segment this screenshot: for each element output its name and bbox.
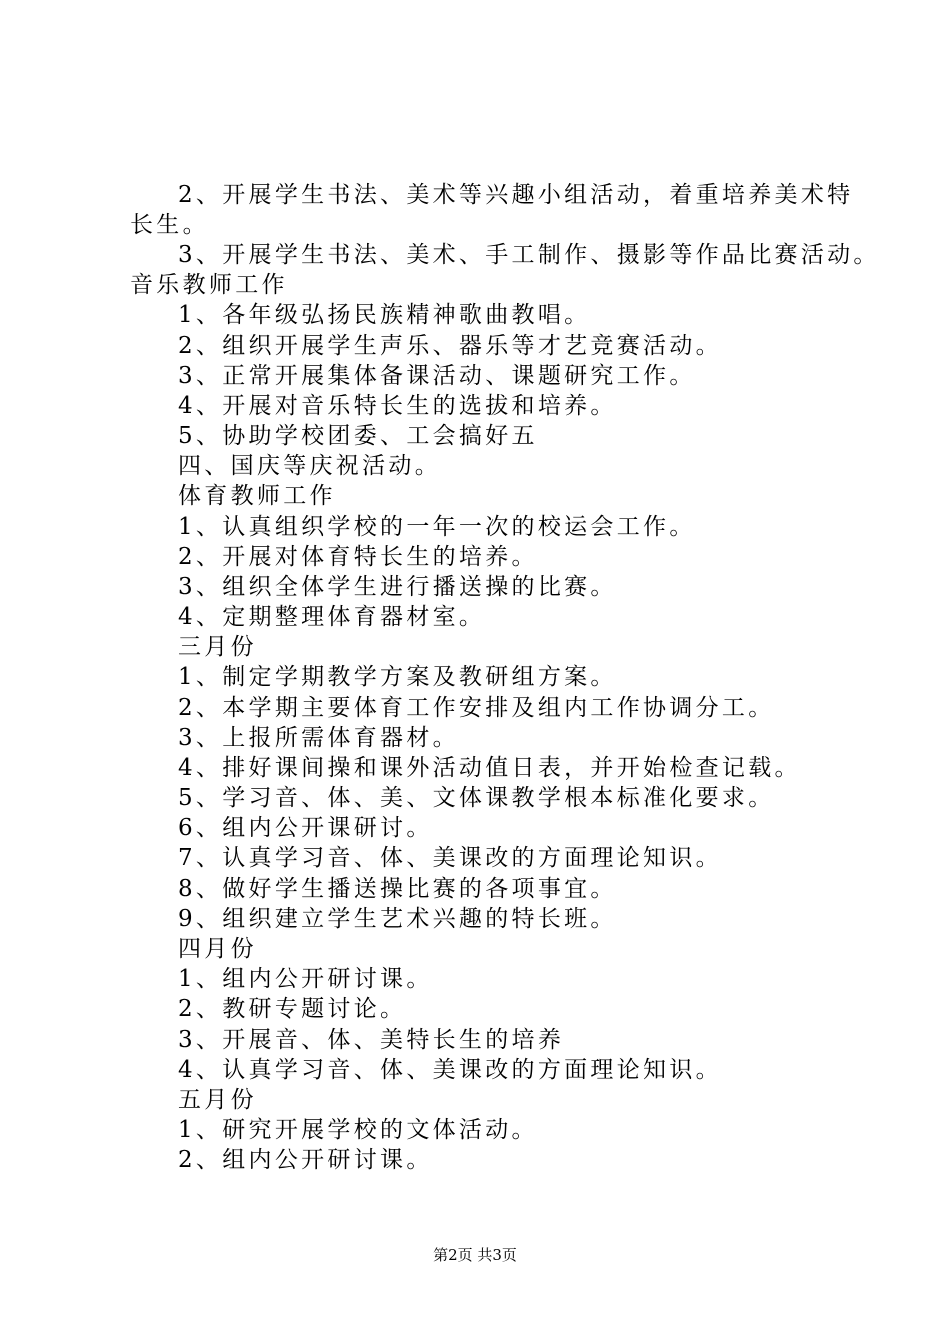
text-line: 2、组织开展学生声乐、器乐等才艺竞赛活动。 [178,333,722,359]
section-heading: 体育教师工作 [178,483,336,509]
text-line: 5、协助学校团委、工会搞好五 [178,423,538,449]
text-line: 6、组内公开课研讨。 [178,815,433,841]
text-line: 1、研究开展学校的文体活动。 [178,1117,538,1143]
text-line: 4、排好课间操和课外活动值日表，并开始检查记载。 [178,755,801,781]
text-line: 2、开展对体育特长生的培养。 [178,544,538,570]
text-line: 四、国庆等庆祝活动。 [178,453,441,479]
section-heading: 五月份 [178,1087,257,1113]
text-line: 3、正常开展集体备课活动、课题研究工作。 [178,363,696,389]
text-line: 4、认真学习音、体、美课改的方面理论知识。 [178,1057,722,1083]
text-line: 3、组织全体学生进行播送操的比赛。 [178,574,617,600]
text-line: 1、组内公开研讨课。 [178,966,433,992]
text-line: 3、开展音、体、美特长生的培养 [178,1027,565,1053]
text-line: 2、开展学生书法、美术等兴趣小组活动，着重培养美术特 [178,182,854,208]
text-line: 3、上报所需体育器材。 [178,725,459,751]
section-heading: 四月份 [178,936,257,962]
text-line: 1、制定学期教学方案及教研组方案。 [178,664,617,690]
page-footer: 第2页 共3页 [433,1246,517,1264]
section-heading: 三月份 [178,634,257,660]
text-line: 2、教研专题讨论。 [178,996,407,1022]
text-line: 4、定期整理体育器材室。 [178,604,486,630]
text-line: 3、开展学生书法、美术、手工制作、摄影等作品比赛活动。 [178,242,880,268]
text-line: 5、学习音、体、美、文体课教学根本标准化要求。 [178,785,775,811]
text-line: 长生。 [130,212,209,238]
text-line: 1、各年级弘扬民族精神歌曲教唱。 [178,302,591,328]
text-line: 8、做好学生播送操比赛的各项事宜。 [178,876,617,902]
text-line: 2、组内公开研讨课。 [178,1147,433,1173]
text-line: 9、组织建立学生艺术兴趣的特长班。 [178,906,617,932]
text-line: 4、开展对音乐特长生的选拔和培养。 [178,393,617,419]
text-line: 7、认真学习音、体、美课改的方面理论知识。 [178,845,722,871]
section-heading: 音乐教师工作 [130,272,288,298]
text-line: 1、认真组织学校的一年一次的校运会工作。 [178,514,696,540]
text-line: 2、本学期主要体育工作安排及组内工作协调分工。 [178,695,775,721]
